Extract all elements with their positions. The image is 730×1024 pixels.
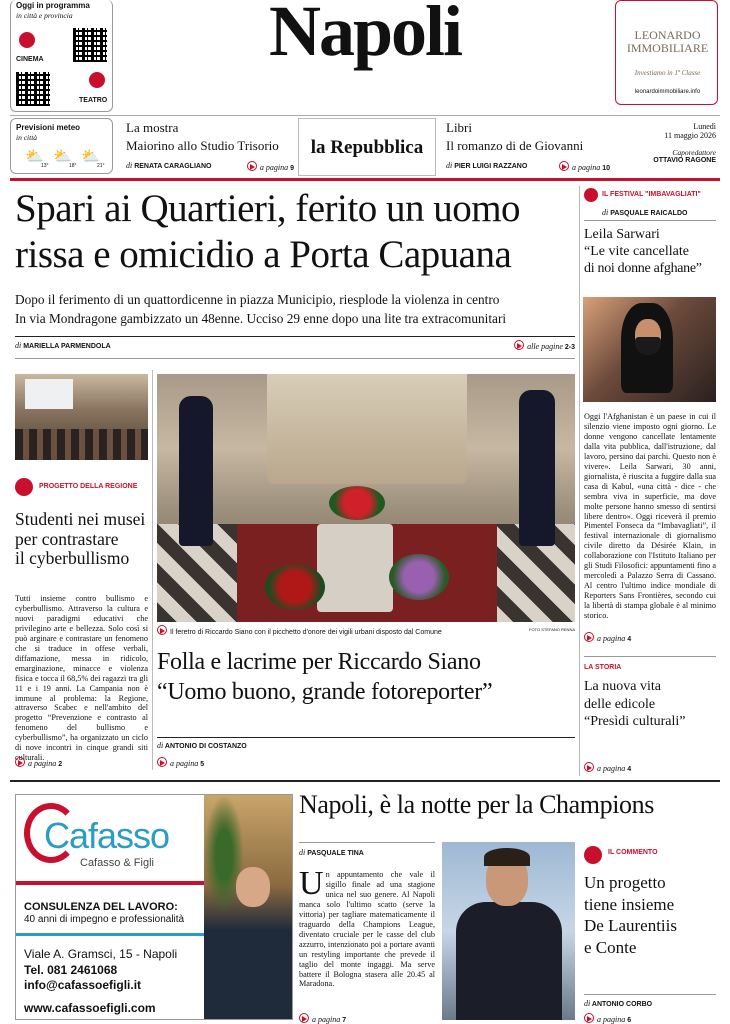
regione-line1: Studenti nei musei — [15, 509, 146, 529]
festival-pageref[interactable]: a pagina 4 — [584, 632, 631, 643]
bottom-section-rule — [10, 780, 720, 782]
arrow-icon — [157, 757, 167, 767]
cafasso-years: 40 anni di impegno e professionalità — [24, 914, 185, 925]
conte-hair — [484, 848, 530, 866]
siano-line1: Folla e lacrime per Riccardo Siano — [157, 649, 481, 675]
champions-byline-rule — [299, 842, 435, 843]
dateline-date: 11 maggio 2026 — [664, 131, 716, 140]
museum-conference-photo — [15, 374, 148, 460]
festival-byline-rule — [584, 220, 716, 221]
conte-suit — [456, 902, 562, 1020]
cafasso-portrait — [204, 795, 293, 1020]
commento-line4: e Conte — [584, 937, 637, 957]
weather-sun-cloud-icon: ⛅ — [25, 149, 44, 165]
teatro-label: TEATRO — [79, 97, 108, 104]
commento-line3: De Laurentiis — [584, 916, 677, 935]
storia-line2: delle edicole — [584, 696, 656, 712]
funeral-credit: FOTO STEFANO RENNA — [529, 627, 575, 632]
ad-leonardo[interactable] — [615, 0, 718, 105]
dateline-day: Lunedì — [693, 122, 716, 131]
program-box — [10, 0, 113, 112]
microphone-icon — [584, 188, 598, 202]
teaser-libri-title: Libri — [446, 120, 472, 135]
cafasso-web: www.cafassoefigli.com — [24, 1001, 156, 1015]
dateline-editor: OTTAVIO RAGONE — [653, 157, 716, 164]
teaser-libri-pageref[interactable]: a pagina 10 — [559, 161, 610, 172]
man-face — [236, 867, 270, 907]
regione-headline[interactable] — [15, 510, 149, 569]
teaser-mostra-pageref[interactable]: a pagina 9 — [247, 161, 294, 172]
altar-shape — [267, 374, 467, 484]
siano-pageref[interactable]: a pagina 5 — [157, 757, 204, 768]
champions-byline: di PASQUALE TINA — [299, 848, 364, 857]
storia-line1: La nuova vita — [584, 679, 661, 694]
festival-body: Oggi l'Afghanistan è un paese in cui il silenzio viene imposto ogni giorno. Le donne vengono cancellate lentamente dalla vita pubblica, dall'istruzione, dal lavoro, persino dai parchi. Questo non è vivere». Leila Sarwari, 30 anni, giornalista, è riuscita a fuggire dalla sua casa di Kabul, «una città - dice - che sembra viva in superficie, ma dove molte persone hanno smesso di sentirsi libere dentro». Oggi riceverà il premio Pimentel Fonseca da “Imbavagliati”, il festival internazionale di giornalismo civile diretto da Désirée Klain, in collaborazione con l'Istituto Italiano per gli Studi Filosofici: appuntamenti fino a mercoledì a Palazzo Serra di Cassano. Al centro l'ultimo indice mondiale di Reporters Sans Frontières, secondo cui la libertà di stampa globale è al minimo storico. — [584, 412, 716, 621]
teaser-libri-byline: di PIER LUIGI RAZZANO — [446, 161, 528, 170]
champions-headline[interactable]: Napoli, è la notte per la Champions — [299, 790, 654, 819]
guard-left — [179, 396, 213, 546]
arrow-icon — [584, 762, 594, 772]
commento-byline-rule — [584, 994, 716, 995]
funeral-photo — [157, 374, 575, 622]
teaser-bottom-rule — [10, 178, 720, 181]
cinema-label: CINEMA — [16, 56, 44, 63]
arrow-icon — [247, 161, 257, 171]
cafasso-sub: Cafasso & Figli — [80, 857, 154, 869]
lead-byline: di MARIELLA PARMENDOLA — [15, 341, 111, 350]
cafasso-tel: Tel. 081 2461068 — [24, 963, 118, 977]
funeral-caption: Il feretro di Riccardo Siano con il picchetto d'onore dei vigili urbani disposto dal Comune — [170, 629, 442, 636]
festival-bottom-rule — [584, 656, 716, 657]
lead-headline-line1: Spari ai Quartieri, ferito un uomo — [15, 187, 521, 230]
teaser-libri[interactable] — [446, 120, 610, 176]
leila-sarwari-photo — [583, 297, 716, 402]
cafasso-band — [16, 881, 216, 885]
champions-body: Un appuntamento che vale il sigillo finale ad una stagione unica nel suo genere. Al Napoli manca solo l'ultimo scatto (serve la vittoria) per tagliare matematicamente il traguardo della Champions League, diventato cruciale per le casse del club azzurro, intenzionato poi a portare avanti un restyling importante che prevede il taglio del monte ingaggi. Ma serve battere il Bologna stasera alle 20.45 al Maradona. — [299, 865, 435, 989]
cafasso-band-blue — [16, 933, 216, 936]
regione-line3: il cyberbullismo — [15, 548, 130, 568]
commento-line1: Un progetto — [584, 873, 666, 892]
funeral-caption-row — [157, 625, 575, 636]
commento-byline: di ANTONIO CORBO — [584, 999, 653, 1008]
teatro-icon — [89, 72, 105, 88]
flowers-red — [329, 486, 385, 520]
program-title: Oggi in programma — [16, 1, 90, 10]
cafasso-brand: Cafasso — [44, 815, 170, 856]
leonardo-slogan: Investiamo in 1ª Classe — [634, 69, 701, 77]
cafasso-service: CONSULENZA DEL LAVORO: — [24, 901, 178, 913]
coffin — [317, 524, 393, 612]
weather-sun-cloud-icon: ⛅ — [81, 149, 100, 165]
ad-cafasso[interactable] — [15, 794, 293, 1020]
arrow-icon — [584, 1013, 594, 1023]
teatro-qr-icon[interactable] — [16, 72, 50, 106]
leonardo-url: leonardoimmobiliare.info — [634, 89, 701, 95]
flowers-left — [265, 564, 325, 610]
champions-dropcap: U — [299, 865, 324, 902]
teaser-mostra-headline: Maiorino allo Studio Trisorio — [126, 138, 279, 153]
masthead-title: Napoli — [268, 0, 462, 71]
lead-byline-rule — [15, 336, 575, 337]
commento-line2: tiene insieme — [584, 894, 675, 914]
meteo-temp: 21° — [97, 163, 105, 169]
storia-line3: “Presìdi culturali” — [584, 714, 686, 729]
projection-screen — [25, 379, 73, 409]
siano-byline: di ANTONIO DI COSTANZO — [157, 741, 247, 750]
conte-photo — [442, 842, 575, 1020]
weather-sun-cloud-icon: ⛅ — [53, 149, 72, 165]
cafasso-address: Viale A. Gramsci, 15 - Napoli — [24, 947, 178, 961]
storia-headline[interactable] — [584, 678, 718, 731]
meteo-box — [10, 118, 113, 174]
cafasso-email: info@cafassoefigli.it — [24, 978, 142, 992]
speech-bubble-icon — [584, 846, 602, 864]
cinema-icon — [19, 32, 35, 48]
lead-pageref[interactable]: alle pagine 2-3 — [500, 340, 575, 351]
teaser-mostra[interactable] — [126, 120, 294, 176]
champions-pageref[interactable]: a pagina 7 — [299, 1013, 346, 1024]
teaser-top-rule — [10, 115, 720, 116]
commento-tag-label: IL COMMENTO — [608, 849, 658, 856]
meteo-temp: 18° — [69, 163, 77, 169]
festival-headline[interactable] — [584, 226, 718, 277]
repubblica-logo: la Repubblica — [310, 137, 424, 158]
arrow-icon — [15, 757, 25, 767]
arrow-icon — [559, 161, 569, 171]
festival-quote-line1: “Le vite cancellate — [584, 244, 689, 259]
teaser-mostra-byline: di RENATA CARAGLIANO — [126, 161, 212, 170]
arrow-icon — [299, 1013, 309, 1023]
arrow-icon — [584, 632, 594, 642]
cinema-qr-icon[interactable] — [73, 28, 107, 62]
program-subtitle: in città e provincia — [16, 11, 73, 20]
teaser-libri-headline: Il romanzo di de Giovanni — [446, 138, 584, 153]
regione-pageref[interactable]: a pagina 2 — [15, 757, 62, 768]
camera-icon — [157, 625, 167, 635]
column-rule-left — [152, 370, 153, 770]
meteo-title: Previsioni meteo — [16, 123, 81, 132]
search-icon — [15, 478, 33, 496]
festival-tag-label: IL FESTIVAL "IMBAVAGLIATI" — [602, 191, 701, 198]
regione-body: Tutti insieme contro bullismo e cyberbullismo. Attraverso la cultura e nuovi paradigmi educativi che privilegino arte e bellezza. Solo così si può arginare e contrastare un fenomeno che si traduce in offese verbali, diffamazione, messa in ridicolo, emarginazione, minacce e violenza fisica e tocca il 68,5% dei ragazzi tra gli 11 e i 19 anni. La Campania non è immune al problema: la Regione, attraverso Scabec e nell'ambito del progetto “Prevenzione e contrasto al fenomeno del bullismo e cyberbullismo”, ha organizzato un ciclo di nove incontri in cinque grandi siti culturali. — [15, 594, 148, 763]
guard-right — [519, 390, 555, 546]
lead-bottom-rule — [15, 358, 575, 359]
lead-headline-line2: rissa e omicidio a Porta Capuana — [15, 233, 512, 276]
leonardo-brand: LEONARDO IMMOBILIARE — [626, 28, 709, 55]
lead-headline[interactable] — [15, 186, 575, 278]
regione-tag-label: PROGETTO DELLA REGIONE — [39, 483, 138, 490]
lead-deck — [15, 290, 575, 328]
meteo-subtitle: in città — [16, 133, 38, 142]
festival-byline: di PASQUALE RAICALDO — [602, 208, 688, 217]
storia-pageref[interactable]: a pagina 4 — [584, 762, 631, 773]
siano-byline-rule — [157, 737, 575, 738]
meteo-temp: 13° — [41, 163, 49, 169]
siano-line2: “Uomo buono, grande fotoreporter” — [157, 679, 493, 705]
storia-tag: LA STORIA — [584, 664, 622, 671]
arrow-icon — [514, 340, 524, 350]
repubblica-logo-box — [298, 118, 436, 176]
lead-deck-line1: Dopo il ferimento di un quattordicenne in piazza Municipio, riesplode la violenza in centro — [15, 292, 500, 307]
audience-row — [15, 429, 148, 460]
teaser-mostra-title: La mostra — [126, 120, 179, 135]
festival-name: Leila Sarwari — [584, 227, 660, 242]
dateline — [614, 122, 716, 164]
column-rule-right — [579, 186, 580, 776]
dateline-role: Caporedattore — [672, 148, 716, 157]
regione-line2: per contrastare — [15, 528, 119, 549]
flowers-right — [389, 554, 449, 600]
festival-quote-line2: di noi donne afghane” — [584, 261, 702, 276]
commento-headline[interactable] — [584, 872, 718, 958]
commento-pageref[interactable]: a pagina 6 — [584, 1013, 631, 1024]
siano-headline[interactable] — [157, 647, 575, 707]
lead-deck-line2: In via Mondragone gambizzato un 48enne. Ucciso 29 enne dopo una lite tra extracomunitari — [15, 311, 507, 326]
